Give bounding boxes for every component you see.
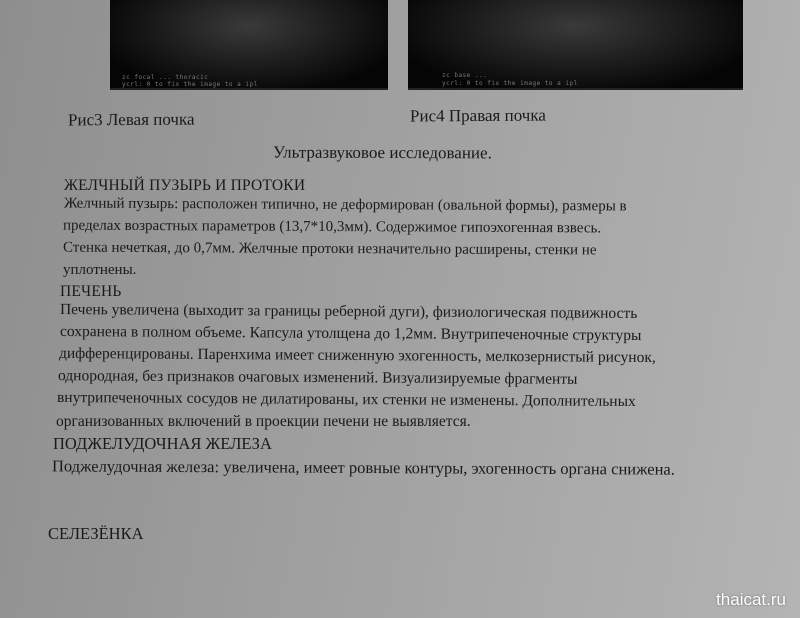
paragraph-line: дифференцированы. Паренхима имеет сниженную эхогенность, мелкозернистый рисунок,: [58, 344, 656, 367]
paragraph-line: Стенка нечеткая, до 0,7мм. Желчные протоки незначительно расширены, стенки не: [62, 239, 597, 259]
paragraph-line: сохранена в полном объеме. Капсула утолщена до 1,2мм. Внутрипеченочные структуры: [59, 322, 642, 345]
image-overlay-text: ycrl: 0 to fix the image to a ipl: [122, 81, 258, 88]
paragraph-line: пределах возрастных параметров (13,7*10,3мм). Содержимое гипоэхогенная взвесь.: [62, 217, 602, 237]
caption-right-kidney: Рис4 Правая почка: [409, 105, 546, 126]
paragraph-line: уплотнены.: [63, 262, 137, 278]
image-overlay-text: ycrl: 0 to fix the image to a ipl: [442, 80, 578, 87]
paragraph-line: внутрипеченочных сосудов не дилатированы, их стенки не изменены. Дополнительных: [56, 388, 636, 411]
document-title: Ультразвуковое исследование.: [272, 142, 492, 163]
paragraph-line: однородная, без признаков очаговых изменений. Визуализируемые фрагменты: [57, 367, 578, 388]
image-overlay-text: zc focal ... thoracic: [122, 74, 209, 81]
watermark: thaicat.ru: [716, 590, 786, 609]
paragraph-line: организованных включений в проекции печени не выявляется.: [56, 413, 471, 430]
caption-left-kidney: Рис3 Левая почка: [67, 109, 195, 130]
section-heading: ЖЕЛЧНЫЙ ПУЗЫРЬ И ПРОТОКИ: [64, 177, 306, 194]
paragraph-line: Желчный пузырь: расположен типично, не деформирован (овальной формы), размеры в: [63, 195, 627, 215]
section-heading: ПОДЖЕЛУДОЧНАЯ ЖЕЛЕЗА: [53, 434, 272, 453]
ultrasound-image-left: [110, 0, 388, 90]
section-heading: СЕЛЕЗЁНКА: [48, 524, 144, 543]
paragraph-line: Печень увеличена (выходит за границы реберной дуги), физиологическая подвижность: [59, 300, 638, 323]
paragraph-line: Поджелудочная железа: увеличена, имеет ровные контуры, эхогенность органа снижена.: [51, 456, 675, 479]
ultrasound-image-right: [408, 0, 743, 90]
section-heading: ПЕЧЕНЬ: [60, 283, 122, 300]
image-overlay-text: zc base ...: [442, 72, 488, 79]
